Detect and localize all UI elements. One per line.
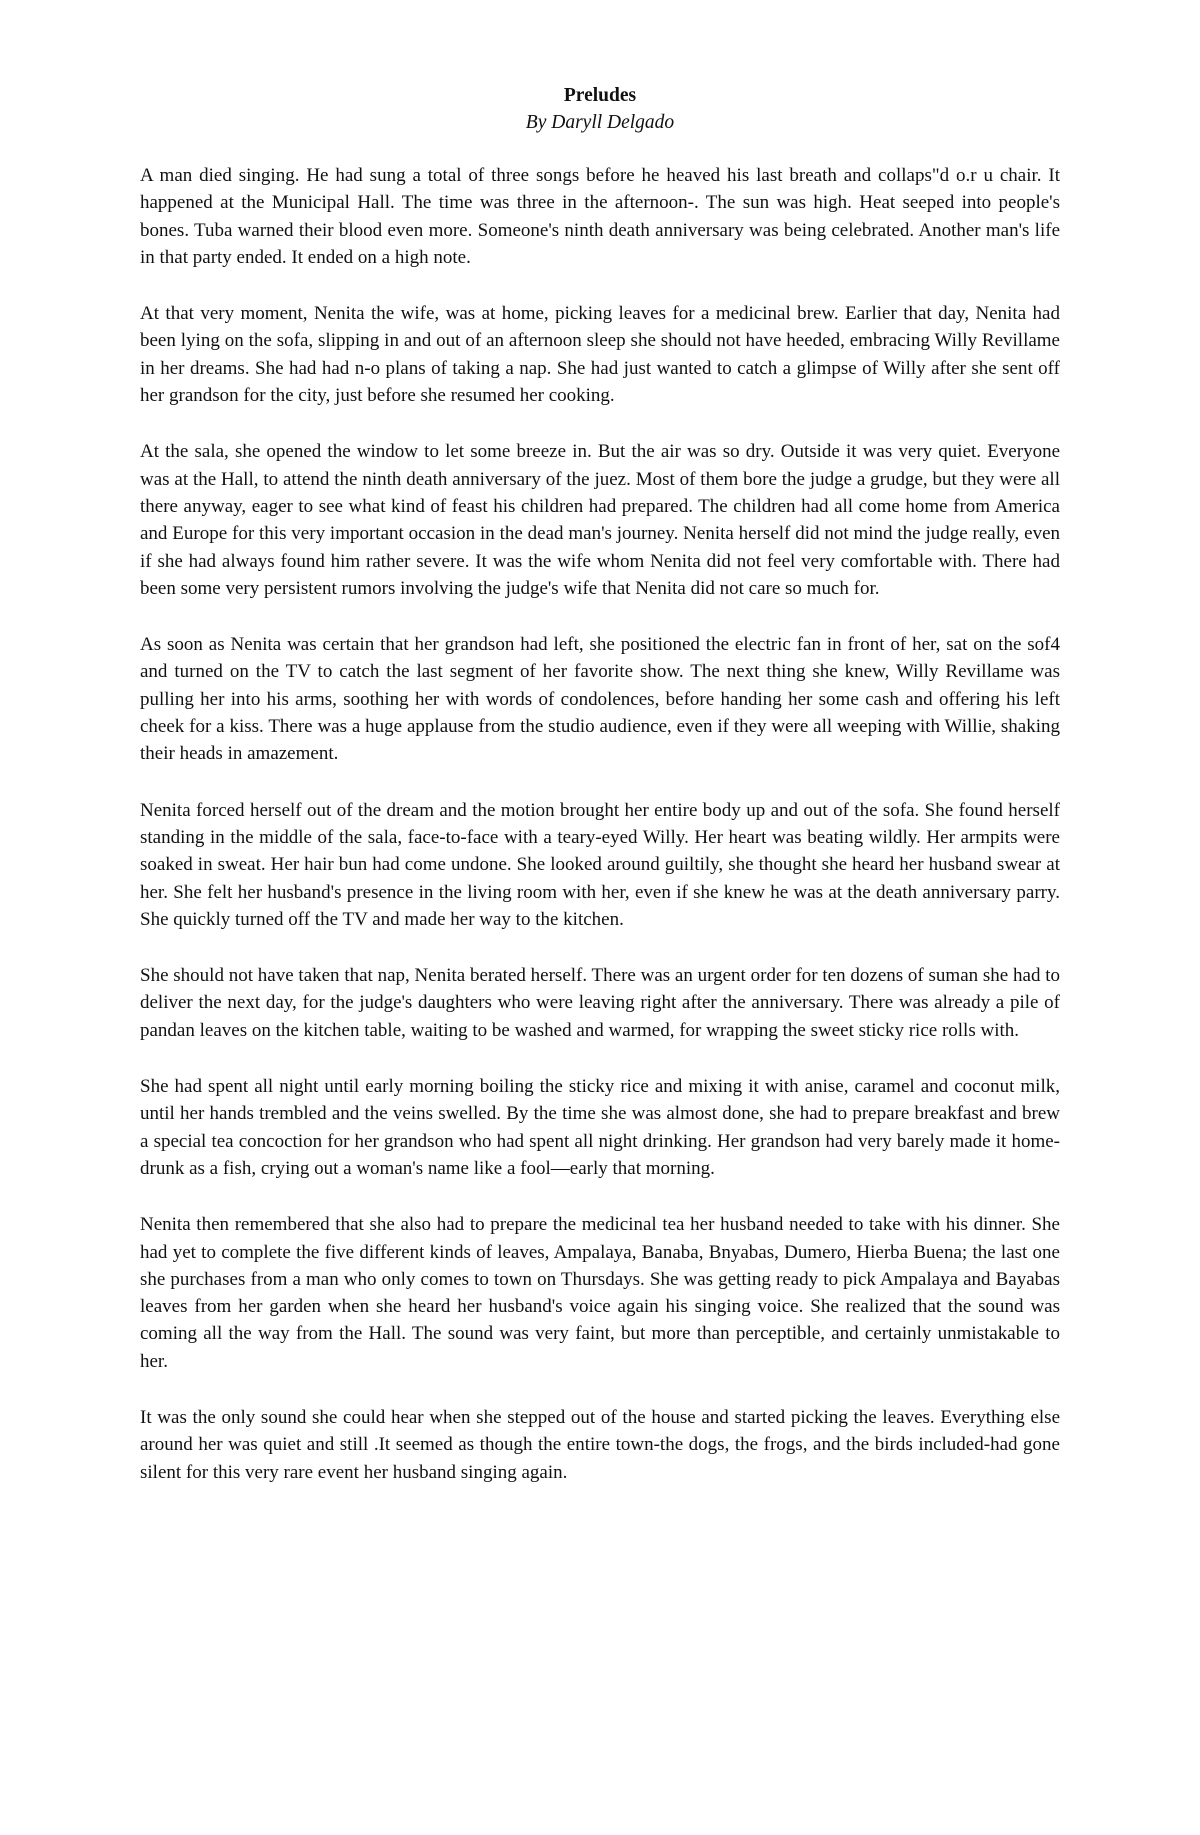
- paragraph: A man died singing. He had sung a total of three songs before he heaved his last breath and collaps"d o.r u chair. It happened at the Municipal Hall. The time was three in the afternoon-. The sun was high. Heat seeped into people's bones. Tuba warned their blood even more. Someone's ninth death anniversary was being celebrated. Another man's life in that party ended. It ended on a high note.: [140, 165, 1060, 268]
- paragraph: At that very moment, Nenita the wife, was at home, picking leaves for a medicinal brew. Earlier that day, Nenita had been lying on the sofa, slipping in and out of an afternoon sleep she should not have heeded, embracing Willy Revillame in her dreams. She had had n-o plans of taking a nap. She had just wanted to catch a glimpse of Willy after she sent off her grandson for the city, just before she resumed her cooking.: [140, 303, 1060, 407]
- author-byline: By Daryll Delgado: [525, 112, 675, 133]
- document-page: [140, 82, 1060, 1486]
- paragraph: Nenita forced herself out of the dream and the motion brought her entire body up and out of the sofa. She found herself standing in the middle of the sala, face-to-face with a teary-eyed Willy. Her heart was beating wildly. Her armpits were soaked in sweat. Her hair bun had come undone. She looked around guiltily, she thought she heard her husband swear at her. She felt her husband's presence in the living room with her, even if she knew he was at the death anniversary parry. She quickly turned off the TV and made her way to the kitchen.: [140, 799, 1060, 930]
- story-body: [140, 162, 1060, 1486]
- paragraph: She should not have taken that nap, Nenita berated herself. There was an urgent order for ten dozens of suman she had to deliver the next day, for the judge's daughters who were leaving right after the anniversary. There was already a pile of pandan leaves on the kitchen table, waiting to be washed and warmed, for wrapping the sweet sticky rice rolls with.: [140, 965, 1060, 1041]
- paragraph: Nenita then remembered that she also had to prepare the medicinal tea her husband needed to take with his dinner. She had yet to complete the five different kinds of leaves, Ampalaya, Banaba, Bnyabas, Dumero, Hierba Buena; the last one she purchases from a man who only comes to town on Thursdays. She was getting ready to pick Ampalaya and Bayabas leaves from her garden when she heard her husband's voice again his singing voice. She realized that the sound was coming all the way from the Hall. The sound was very faint, but more than perceptible, and certainly unmistakable to her.: [140, 1214, 1060, 1372]
- paragraph: It was the only sound she could hear when she stepped out of the house and started picking the leaves. Everything else around her was quiet and still .It seemed as though the entire town-the dogs, the frogs, and the birds included-had gone silent for this very rare event her husband singing again.: [140, 1406, 1060, 1483]
- paragraph: As soon as Nenita was certain that her grandson had left, she positioned the electric fan in front of her, sat on the sof4 and turned on the TV to catch the last segment of her favorite show. The next thing she knew, Willy Revillame was pulling her into his arms, soothing her with words of condolences, before handing her some cash and offering his left cheek for a kiss. There was a huge applause from the studio audience, even if they were all weeping with Willie, shaking their heads in amazement.: [140, 634, 1060, 765]
- paragraph: She had spent all night until early morning boiling the sticky rice and mixing it with anise, caramel and coconut milk, until her hands trembled and the veins swelled. By the time she was almost done, she had to prepare breakfast and brew a special tea concoction for her grandson who had spent all night drinking. Her grandson had very barely made it home-drunk as a fish, crying out a woman's name like a fool—early that morning.: [140, 1076, 1060, 1179]
- document-title: Preludes: [563, 85, 637, 106]
- paragraph: At the sala, she opened the window to let some breeze in. But the air was so dry. Outside it was very quiet. Everyone was at the Hall, to attend the ninth death anniversary of the juez. Most of them bore the judge a grudge, but they were all there anyway, eager to see what kind of feast his children had prepared. The children had all come home from America and Europe for this very important occasion in the dead man's journey. Nenita herself did not mind the judge really, even if she had always found him rather severe. It was the wife whom Nenita did not feel very comfortable with. There had been some very persistent rumors involving the judge's wife that Nenita did not care so much for.: [140, 441, 1060, 599]
